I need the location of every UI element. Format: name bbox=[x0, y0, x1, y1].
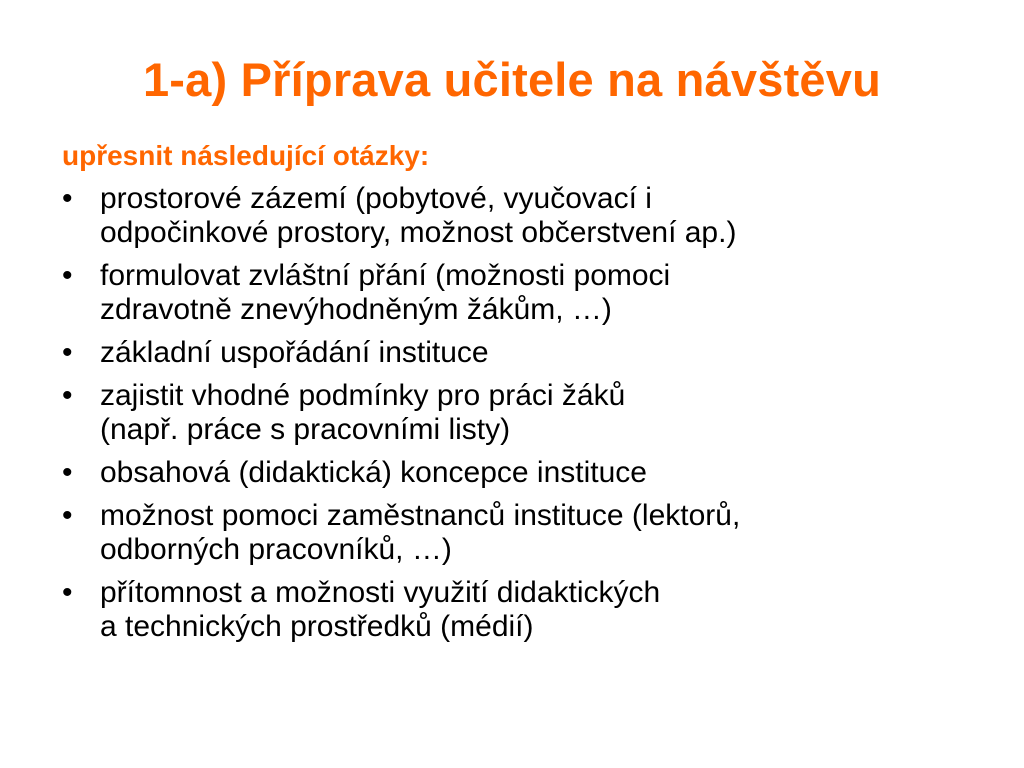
bullet-text-line: obsahová (didaktická) koncepce instituce bbox=[100, 456, 647, 489]
bullet-text-line: základní uspořádání instituce bbox=[100, 336, 489, 369]
slide-title: 1-a) Příprava učitele na návštěvu bbox=[142, 53, 882, 106]
bullet-icon: • bbox=[62, 576, 73, 609]
bullet-icon: • bbox=[62, 499, 73, 532]
bullet-text-line: prostorové zázemí (pobytové, vyučovací i bbox=[100, 182, 652, 215]
bullet-text-line: (např. práce s pracovními listy) bbox=[100, 413, 511, 446]
bullet-item bbox=[62, 499, 982, 567]
bullet-icon: • bbox=[62, 456, 73, 489]
bullet-text-line: odborných pracovníků, …) bbox=[100, 533, 452, 566]
bullet-text-line: a technických prostředků (médií) bbox=[100, 610, 534, 643]
bullet-text-line: zajistit vhodné podmínky pro práci žáků bbox=[100, 379, 626, 412]
bullet-item bbox=[62, 456, 982, 490]
bullet-text-line: možnost pomoci zaměstnanců instituce (lektorů, bbox=[100, 499, 741, 532]
bullet-text-line: přítomnost a možnosti využití didaktických bbox=[100, 576, 661, 609]
bullet-text-line: formulovat zvláštní přání (možnosti pomoci bbox=[100, 259, 671, 292]
slide-subtitle: upřesnit následující otázky: bbox=[62, 140, 430, 171]
bullet-icon: • bbox=[62, 336, 73, 369]
bullet-text-line: odpočinkové prostory, možnost občerstvení ap.) bbox=[100, 216, 737, 249]
bullet-list bbox=[62, 182, 982, 653]
bullet-icon: • bbox=[62, 259, 73, 292]
bullet-item bbox=[62, 259, 982, 327]
bullet-item bbox=[62, 336, 982, 370]
bullet-item bbox=[62, 379, 982, 447]
bullet-icon: • bbox=[62, 379, 73, 412]
bullet-text-line: zdravotně znevýhodněným žákům, …) bbox=[100, 293, 612, 326]
bullet-item bbox=[62, 576, 982, 644]
bullet-icon: • bbox=[62, 182, 73, 215]
bullet-item bbox=[62, 182, 982, 250]
